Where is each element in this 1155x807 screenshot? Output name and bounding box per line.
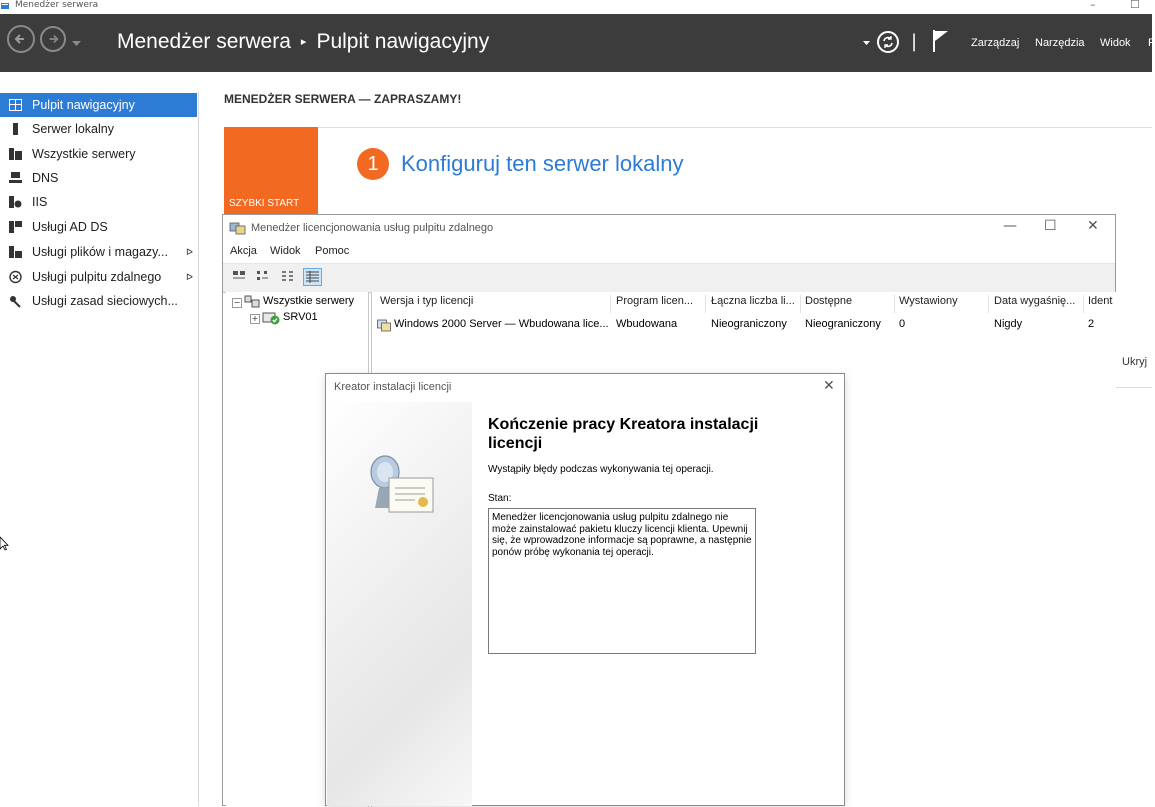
back-button[interactable] [7, 25, 35, 53]
sidebar-item-local-server[interactable] [0, 117, 197, 141]
breadcrumb-page: Pulpit nawigacyjny [316, 30, 490, 53]
collapse-toggle-icon[interactable]: − [233, 298, 241, 307]
flag-icon[interactable] [931, 28, 951, 52]
window-title: Menedżer serwera [15, 0, 99, 10]
sidebar-item-dashboard[interactable] [0, 93, 197, 117]
tree-node-all-servers[interactable]: Wszystkie serwery [263, 295, 355, 307]
server-icon [9, 123, 22, 135]
divider [1115, 387, 1152, 388]
menu-manage[interactable]: Zarządzaj [971, 37, 1020, 49]
table-cell: Wbudowana [616, 318, 678, 330]
licensing-app-icon [230, 221, 245, 234]
dashboard-icon [9, 99, 22, 111]
list-view-icon [279, 268, 296, 284]
menu-view[interactable]: Widok [1100, 37, 1131, 49]
table-cell: 2 [1088, 318, 1095, 330]
dns-icon [9, 172, 22, 184]
sidebar-item-ad-ds[interactable] [0, 215, 197, 239]
header-bar [0, 14, 1155, 72]
network-policy-icon [9, 295, 22, 307]
all-servers-icon [244, 295, 260, 309]
sidebar-item-iis[interactable] [0, 190, 197, 214]
close-button[interactable]: ✕ [823, 378, 835, 394]
column-header[interactable]: Łączna liczba li... [706, 295, 801, 313]
maximize-button[interactable]: ☐ [1044, 218, 1057, 234]
status-label: Stan: [488, 493, 512, 504]
chevron-down-icon[interactable] [72, 41, 81, 47]
sidebar-item-all-servers[interactable] [0, 142, 197, 166]
iis-icon [9, 196, 22, 208]
small-icons-view-button[interactable] [255, 268, 274, 286]
breadcrumb-separator: ▸ [300, 36, 307, 48]
configure-local-server-link[interactable]: Konfiguruj ten serwer lokalny [401, 151, 684, 176]
sidebar-item-label: Wszystkie serwery [32, 147, 136, 161]
dropdown-icon[interactable] [863, 41, 870, 46]
small-icons-icon [255, 268, 272, 284]
file-services-icon [9, 246, 22, 258]
licensing-menubar [223, 242, 1115, 262]
column-header[interactable]: Ident [1088, 295, 1113, 307]
header-separator: | [911, 31, 918, 52]
menu-help[interactable]: Pomoc [315, 245, 350, 257]
large-icons-icon [231, 268, 248, 284]
column-header[interactable]: Program licen... [611, 295, 706, 313]
sidebar-item-label: Pulpit nawigacyjny [32, 98, 135, 112]
refresh-icon [879, 33, 897, 51]
minimize-button[interactable]: – [1090, 0, 1096, 11]
table-cell: Nieograniczony [805, 318, 881, 330]
menu-help[interactable]: P [1148, 37, 1155, 49]
breadcrumb-root[interactable]: Menedżer serwera [117, 30, 291, 53]
wizard-heading: Kończenie pracy Kreatora instalacji licencji [488, 416, 759, 452]
table-cell: Windows 2000 Server — Wbudowana lice... [394, 318, 609, 330]
sidebar-item-label: IIS [32, 195, 48, 209]
expand-arrow-icon[interactable]: ᐅ [186, 247, 193, 257]
menu-view[interactable]: Widok [270, 245, 301, 257]
install-licenses-wizard [325, 373, 845, 806]
maximize-button[interactable]: ☐ [1130, 0, 1140, 11]
licensing-toolbar [223, 263, 1115, 293]
licensing-title: Menedżer licencjonowania usług pulpitu zdalnego [251, 222, 494, 234]
welcome-heading: MENEDŻER SERWERA — ZAPRASZAMY! [224, 92, 462, 106]
ad-ds-icon [9, 221, 22, 233]
sidebar-item-label: DNS [32, 171, 59, 185]
refresh-button[interactable] [877, 31, 899, 53]
column-header[interactable]: Dostępne [800, 295, 895, 313]
sidebar-item-remote-desktop[interactable] [0, 265, 197, 289]
forward-button[interactable] [40, 26, 66, 52]
quickstart-tile[interactable] [224, 127, 318, 215]
table-cell: 0 [899, 318, 906, 330]
sidebar-item-label: Usługi AD DS [32, 220, 108, 234]
minimize-button[interactable]: — [1003, 218, 1017, 234]
sidebar [0, 92, 199, 806]
menu-action[interactable]: Akcja [230, 245, 257, 257]
status-textbox[interactable]: Menedżer licencjonowania usług pulpitu zdalnego nie może zainstalować pakietu kluczy licencji klienta. Upewnij się, że wprowadzone informacje są poprawne, a następnie ponów próbę wykonania tej operacji. [488, 508, 756, 654]
sidebar-item-file-services[interactable] [0, 240, 197, 264]
column-header[interactable]: Wystawiony [894, 295, 989, 313]
close-button[interactable]: ✕ [1087, 218, 1099, 234]
remote-desktop-icon [9, 271, 22, 283]
wizard-side-panel [327, 402, 472, 806]
back-arrow-icon [14, 32, 28, 46]
mouse-cursor-icon [0, 537, 8, 551]
server-manager-icon [0, 1, 10, 11]
wizard-description: Wystąpiły błędy podczas wykonywania tej operacji. [488, 464, 714, 475]
sidebar-item-dns[interactable] [0, 166, 197, 190]
table-cell: Nigdy [994, 318, 1023, 330]
table-cell: Nieograniczony [711, 318, 787, 330]
sidebar-item-label: Serwer lokalny [32, 122, 114, 136]
list-view-button[interactable] [279, 268, 298, 286]
column-header[interactable]: Wersja i typ licencji [375, 295, 611, 313]
column-header[interactable]: Data wygaśnię... [989, 295, 1084, 313]
breadcrumb [117, 30, 489, 54]
sidebar-item-label: Usługi plików i magazy... [32, 245, 168, 259]
sidebar-item-label: Usługi pulpitu zdalnego [32, 270, 162, 284]
servers-icon [9, 148, 22, 160]
window-titlebar [0, 0, 1152, 14]
server-activated-icon [262, 310, 280, 325]
details-view-icon [304, 269, 321, 285]
wizard-title: Kreator instalacji licencji [334, 381, 452, 393]
licensing-titlebar [223, 215, 1115, 242]
tree-node-srv01[interactable]: SRV01 [283, 311, 318, 323]
step-number-badge: 1 [357, 148, 389, 180]
hide-link[interactable]: Ukryj [1122, 356, 1148, 368]
divider [318, 127, 1152, 128]
details-view-button[interactable] [303, 268, 322, 286]
quickstart-label: SZYBKI START [229, 198, 300, 209]
expand-toggle-icon[interactable]: + [251, 314, 259, 323]
sidebar-item-network-policy[interactable] [0, 289, 197, 313]
large-icons-view-button[interactable] [231, 268, 250, 286]
menu-tools[interactable]: Narzędzia [1035, 37, 1085, 49]
sidebar-item-label: Usługi zasad sieciowych... [32, 294, 178, 308]
expand-arrow-icon[interactable]: ᐅ [186, 272, 193, 282]
license-wizard-icon [365, 450, 437, 516]
forward-arrow-icon [47, 33, 59, 45]
